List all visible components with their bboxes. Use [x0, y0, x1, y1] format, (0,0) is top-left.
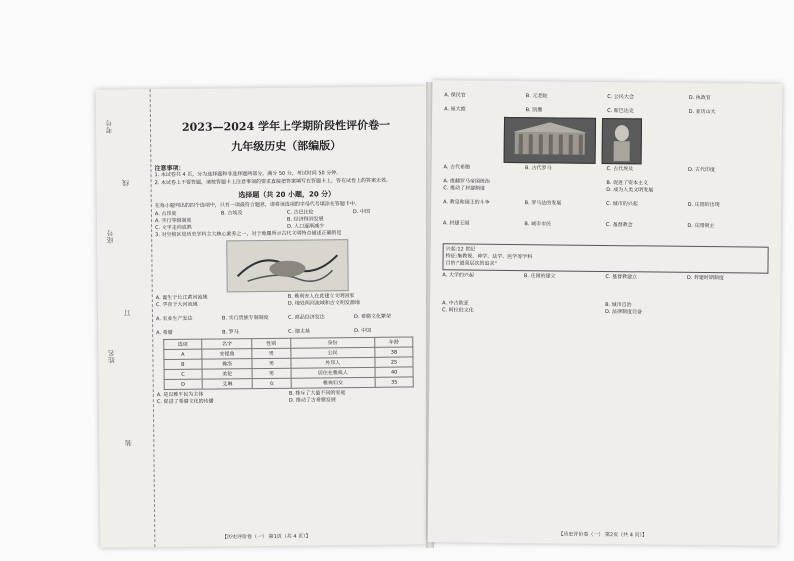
table-cell: 艾琳 — [202, 379, 252, 390]
option: C. 阿拉伯文化 — [441, 307, 474, 314]
option: D. 法律制度完备 — [604, 309, 643, 316]
table-row — [164, 377, 414, 390]
statue-icon — [603, 119, 641, 163]
option: B. 城市自治 — [605, 302, 632, 309]
option: A. 农业生产发达 — [155, 315, 193, 323]
section-title: 选择题（共 20 小题，20 分） — [238, 190, 336, 200]
option: C. 古代埃及 — [606, 166, 634, 173]
option: C. 公民大会 — [607, 94, 634, 101]
table-cell: 公民 — [291, 347, 375, 358]
temple-icon — [505, 118, 595, 163]
option: B. 促进了资本主义 — [606, 180, 649, 187]
table-cell: 安提鲁 — [202, 349, 252, 360]
table-cell: 居住在雅典人 — [291, 367, 375, 378]
option: B. 古埃及 — [220, 209, 243, 216]
exam-title: 2023—2024 学年上学期阶段性评价卷一 — [181, 118, 391, 134]
binding-text: 座号 — [106, 229, 115, 244]
binding-text: 装 — [124, 439, 133, 447]
table-cell: 男 — [252, 368, 291, 378]
left-page — [96, 86, 433, 547]
binding-text: 订 — [122, 309, 131, 317]
option: D. 封建时期制度 — [686, 274, 724, 282]
option: D. 推动了古希腊发展 — [288, 397, 336, 404]
option: A. 保民官 — [444, 92, 466, 99]
table-cell: D — [164, 379, 203, 389]
river-map-image — [226, 239, 349, 292]
option: A. 希腊 — [156, 329, 173, 337]
binding-text: 考号 — [104, 119, 114, 134]
option: A. 诞生于长江黄河流域 — [155, 294, 208, 302]
box-line: 特征:集教规、神学、法学、医学等学科 — [445, 253, 533, 261]
page-footer: 【历史评价卷（一） 第2页（共 4 页）】 — [558, 531, 648, 539]
exam-subtitle: 九年级历史（部编版） — [231, 139, 342, 154]
q11-photos — [504, 117, 770, 166]
map-icon — [227, 240, 348, 291]
table-cell: 外邦人 — [291, 357, 375, 368]
option: A. 屋大维 — [444, 106, 466, 113]
option: D. 中国 — [352, 208, 370, 215]
option: C. 基督教建立 — [605, 274, 638, 281]
box-line: 兴起:12 世纪 — [445, 246, 476, 253]
page-footer: 【历史评价卷（一） 第1页（共 4 页）】 — [221, 533, 311, 541]
option: B. 实行贵族专制制度 — [221, 314, 269, 322]
notice-heading: 注意事项： — [154, 164, 185, 173]
option: A. 古印度 — [154, 210, 177, 217]
table-cell: 男 — [252, 358, 291, 368]
option: D. 地处两河流域和古文明发源地 — [287, 299, 360, 307]
binding-strip — [100, 89, 156, 548]
option: C. 古巴比伦 — [286, 208, 314, 216]
table-header-cell: 选项 — [163, 339, 202, 349]
table-cell: 雅典妇女 — [291, 377, 375, 388]
option: A. 是以雅平民为主体 — [156, 391, 204, 399]
option: C. 基督教会 — [605, 222, 633, 229]
binding-text: 姓名 — [107, 349, 116, 364]
option: D. 执政官 — [688, 94, 711, 102]
option: A. 中古欧亚 — [442, 300, 469, 307]
option: C. 城市的兴起 — [606, 201, 638, 208]
option: B. 庄园的建立 — [523, 273, 556, 280]
table-header-cell: 身份 — [290, 337, 374, 348]
option: B. 排斥了大量不同的家庭 — [288, 390, 346, 397]
table-cell: 35 — [375, 377, 414, 387]
option: B. 元老院 — [525, 93, 548, 100]
table-cell: C — [164, 369, 203, 379]
option: A. 教皇和国王的斗争 — [443, 199, 490, 206]
table-cell: 25 — [375, 357, 414, 367]
box-line: 目的:"最高层次的追求" — [445, 260, 497, 267]
option: B. 罗马 — [222, 329, 239, 336]
table-cell: B — [164, 359, 203, 369]
section-desc: 在每小题列出的四个选项中，只有一项最符合题意，请将该选项的字母代号填涂在答题卡中。 — [154, 200, 360, 210]
q8-options-2 — [157, 396, 421, 406]
table-cell: 男 — [252, 348, 291, 358]
option: C. 文字走向成熟 — [155, 224, 192, 231]
option: B. 古代罗马 — [524, 165, 552, 172]
table-header-cell: 名字 — [202, 339, 252, 350]
option: C. 斯巴达克 — [607, 108, 634, 115]
option: B. 雅利安人在此建立文明国家 — [287, 293, 355, 300]
option: B. 罗马法的发展 — [524, 200, 562, 207]
option: B. 城市市民 — [524, 221, 552, 228]
option: D. 古代印度 — [687, 166, 716, 174]
table-cell: 美伦 — [202, 369, 252, 380]
statue-photo — [602, 118, 642, 164]
q6-options — [156, 327, 420, 337]
option: A. 实行等级制度 — [154, 217, 192, 224]
option: D. 人口逐渐减少 — [287, 222, 325, 230]
table-cell: 38 — [375, 347, 414, 357]
option: D. 希腊文化繁荣 — [353, 313, 392, 321]
option: B. 经济得到发展 — [286, 215, 324, 223]
option: A. 古代希腊 — [443, 164, 471, 171]
temple-photo — [504, 117, 596, 164]
option: B. 凯撒 — [525, 107, 543, 114]
option: C. 孕育于大河流域 — [155, 301, 198, 309]
option: D. 庄园领主 — [687, 222, 715, 230]
option: D. 亚历山大 — [688, 108, 716, 116]
table-header-cell: 性别 — [252, 338, 291, 348]
right-page — [428, 80, 783, 546]
notice-line: 1. 本试卷共 4 页，分为选择题和非选择题两部分，满分 50 分，考试时间 50 分钟。 — [154, 170, 342, 179]
option: A. 封建王国 — [442, 220, 470, 227]
q17-info-box — [442, 243, 768, 273]
option: D. 庄园的出现 — [687, 201, 720, 209]
table-header-cell: 年龄 — [374, 337, 413, 347]
table-cell: A — [163, 349, 202, 359]
option: C. 推动了封建制度 — [443, 185, 485, 192]
q7-table — [163, 336, 414, 390]
option: D. 成为人类文明发展 — [606, 187, 654, 194]
binding-text: 线 — [121, 179, 130, 187]
option: C. 商品经济发达 — [287, 314, 325, 321]
option: A. 大学的兴起 — [442, 272, 474, 279]
q3-text: 3. 对空格区是历史学科主大核心素养之一，对于地图所示古代文明特点描述正确的是 — [155, 229, 342, 238]
notice-line: 2. 本试卷上不要答题，请按答题卡上注意事项的要求直接把答案填写在答题卡上，答在试卷上的答案无效。 — [154, 177, 391, 186]
option: A. 推翻罗马帝国统治 — [443, 178, 490, 185]
table-cell: 40 — [375, 367, 414, 377]
option: C. 迦太基 — [288, 328, 310, 335]
table-cell: 女 — [252, 378, 291, 388]
table-cell: 佛洛 — [202, 359, 252, 370]
option: D. 中国 — [354, 327, 372, 335]
option: C. 促进了希腊文化的传播 — [156, 398, 214, 406]
